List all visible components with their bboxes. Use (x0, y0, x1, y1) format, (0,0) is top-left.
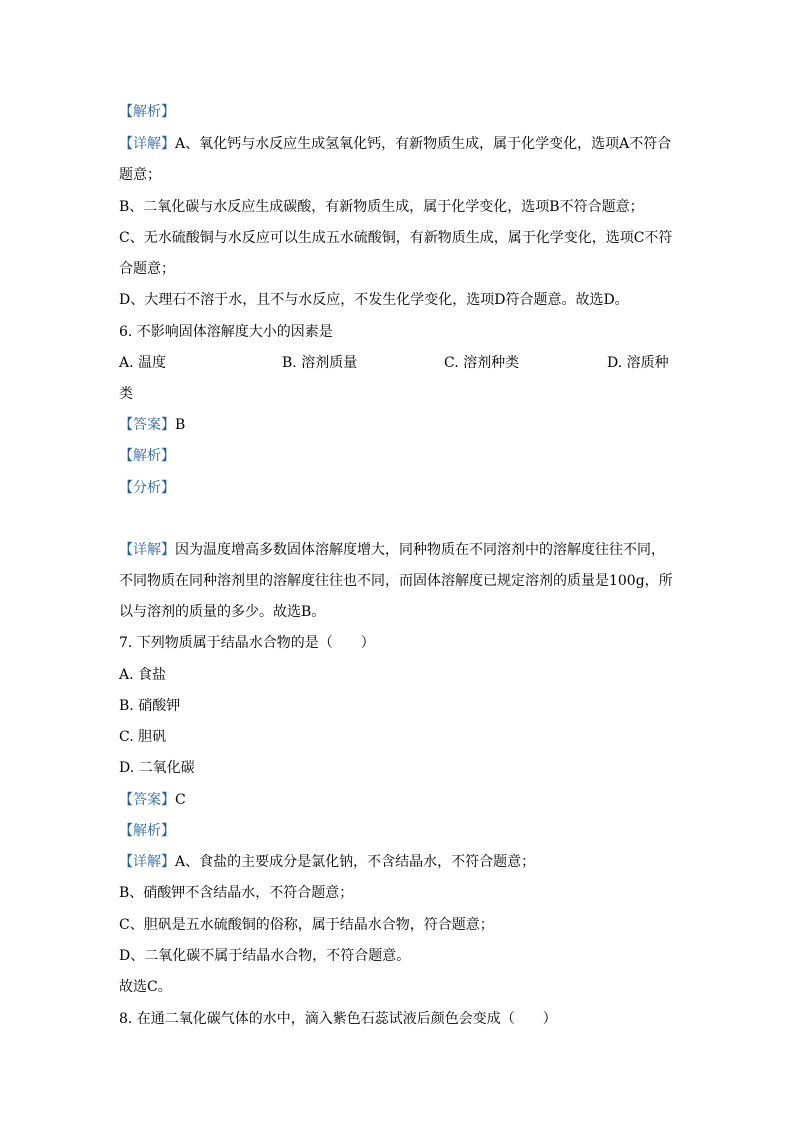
q6-detail-line-2 (119, 572, 673, 590)
q5-detail-text-3b: 合题意； (119, 261, 175, 277)
q6-option-d-continued (119, 385, 133, 403)
q7-detail-line-3 (119, 916, 494, 934)
q7-conclusion-text: 故选C。 (119, 979, 172, 995)
q7-detail-text-3: C、胆矾是五水硫酸铜的俗称，属于结晶水合物，符合题意； (119, 917, 494, 933)
q7-option-a-text: A. 食盐 (119, 667, 167, 683)
q7-answer-line (119, 791, 186, 809)
q7-option-a (119, 666, 166, 684)
q7-conclusion (119, 978, 172, 996)
q6-stem (119, 323, 333, 341)
analysis-tag: 【解析】 (119, 448, 175, 464)
q7-stem-text: 7. 下列物质属于结晶水合物的是（ ） (119, 635, 375, 651)
q7-option-b (119, 697, 180, 715)
q7-option-d-text: D. 二氧化碳 (119, 760, 195, 776)
q6-detail-line-1 (119, 541, 665, 559)
q5-detail-line-3 (119, 229, 672, 247)
q7-option-c (119, 728, 166, 746)
q5-detail-text-1: A、氧化钙与水反应生成氢氧化钙，有新物质生成，属于化学变化，选项A不符合 (175, 136, 672, 152)
q6-option-a: A. 温度 (119, 355, 167, 371)
q6-detail-text-1: 因为温度增高多数固体溶解度增大，同种物质在不同溶剂中的溶解度往往不同， (175, 542, 665, 558)
q6-detail-text-3: 以与溶剂的质量的多少。故选B。 (119, 604, 326, 620)
q6-fenxi-line (119, 479, 175, 497)
q6-answer-line (119, 416, 185, 434)
q5-detail-line-4 (119, 291, 629, 309)
q5-analysis-line (119, 103, 175, 121)
q5-detail-text-2: B、二氧化碳与水反应生成碳酸，有新物质生成，属于化学变化，选项B不符合题意； (119, 199, 644, 215)
q5-detail-line-2 (119, 198, 644, 216)
q5-detail-line-3b (119, 260, 175, 278)
q7-detail-line-1 (119, 853, 535, 871)
q5-detail-text-1b: 题意； (119, 167, 161, 183)
q7-option-b-text: B. 硝酸钾 (119, 698, 181, 714)
q7-detail-text-2: B、硝酸钾不含结晶水，不符合题意； (119, 885, 354, 901)
q6-option-b: B. 溶剂质量 (282, 355, 358, 371)
fenxi-tag: 【分析】 (119, 480, 175, 496)
q7-option-d (119, 759, 195, 777)
detail-tag: 【详解】 (119, 136, 175, 152)
answer-tag: 【答案】 (119, 792, 175, 808)
detail-tag: 【详解】 (119, 854, 175, 870)
q6-option-d: D. 溶质种 (607, 355, 669, 371)
q6-answer-value: B (175, 417, 186, 433)
q6-option-d-cont-text: 类 (119, 386, 133, 402)
q7-option-c-text: C. 胆矾 (119, 729, 167, 745)
q8-stem (119, 1010, 557, 1028)
q6-option-c: C. 溶剂种类 (444, 355, 520, 371)
q6-detail-text-2: 不同物质在同种溶剂里的溶解度往往也不同，而固体溶解度已规定溶剂的质量是100g，所 (119, 573, 673, 589)
q6-analysis-line (119, 447, 175, 465)
q5-detail-text-3: C、无水硫酸铜与水反应可以生成五水硫酸铜，有新物质生成，属于化学变化，选项C不符 (119, 230, 673, 246)
analysis-tag: 【解析】 (119, 823, 175, 839)
q7-detail-line-2 (119, 884, 353, 902)
answer-tag: 【答案】 (119, 417, 175, 433)
q5-detail-text-4: D、大理石不溶于水，且不与水反应，不发生化学变化，选项D符合题意。故选D。 (119, 292, 629, 308)
analysis-tag: 【解析】 (119, 104, 175, 120)
q7-analysis-line (119, 822, 175, 840)
q6-detail-line-3 (119, 603, 325, 621)
q7-stem (119, 634, 375, 652)
q5-detail-line-1 (119, 135, 671, 153)
q5-detail-line-1b (119, 166, 161, 184)
detail-tag: 【详解】 (119, 542, 175, 558)
q8-stem-text: 8. 在通二氧化碳气体的水中，滴入紫色石蕊试液后颜色会变成（ ） (119, 1011, 557, 1027)
q7-detail-text-1: A、食盐的主要成分是氯化钠，不含结晶水，不符合题意； (175, 854, 536, 870)
q6-stem-text: 6. 不影响固体溶解度大小的因素是 (119, 324, 333, 340)
q7-detail-line-4 (119, 947, 410, 965)
q7-answer-value: C (175, 792, 186, 808)
q7-detail-text-4: D、二氧化碳不属于结晶水合物，不符合题意。 (119, 948, 411, 964)
